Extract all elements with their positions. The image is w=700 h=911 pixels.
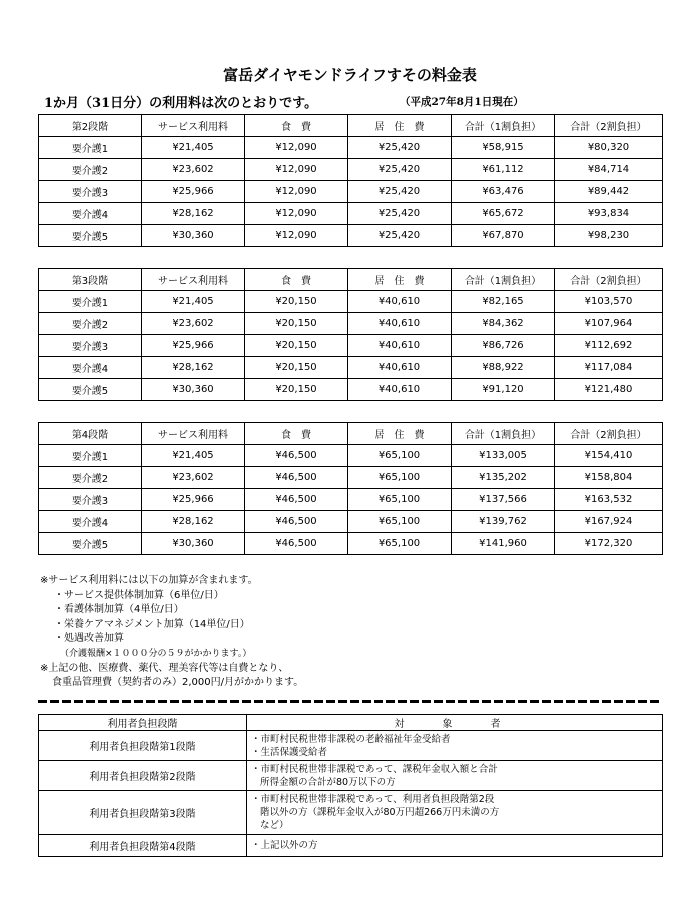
note-line: 食重品管理費（契約者のみ）2,000円/月がかかります。 <box>52 677 304 689</box>
note-item: ・処遇改善加算 <box>54 633 124 645</box>
burden-level: 利用者負担段階第1段階 <box>39 731 247 761</box>
fee-cell: ¥65,100 <box>348 511 452 533</box>
fee-cell: ¥20,150 <box>245 379 348 401</box>
fee-header-cell: サービス利用料 <box>142 423 245 445</box>
fee-cell: ¥12,090 <box>245 203 348 225</box>
burden-target <box>247 761 663 791</box>
target-line: 階以外の方（課税年金収入が80万円超266万円未満の方 <box>260 807 500 818</box>
fee-cell: ¥25,420 <box>348 203 452 225</box>
burden-level: 利用者負担段階第2段階 <box>39 761 247 791</box>
care-level-cell: 要介護2 <box>39 313 142 335</box>
fee-cell: ¥121,480 <box>555 379 663 401</box>
burden-target <box>247 731 663 761</box>
fee-cell: ¥23,602 <box>142 313 245 335</box>
fee-cell: ¥84,362 <box>452 313 555 335</box>
fee-cell: ¥25,420 <box>348 225 452 247</box>
page-title: 富岳ダイヤモンドライフすその料金表 <box>223 66 477 84</box>
fee-cell: ¥30,360 <box>142 379 245 401</box>
fee-row <box>39 467 663 489</box>
target-line: ・市町村民税世帯非課税であって、利用者負担段階第2段 <box>251 794 495 805</box>
fee-cell: ¥65,100 <box>348 489 452 511</box>
fee-cell: ¥135,202 <box>452 467 555 489</box>
fee-cell: ¥88,922 <box>452 357 555 379</box>
fee-header-row <box>39 423 663 445</box>
fee-row <box>39 137 663 159</box>
fee-table-stage-4 <box>38 422 663 555</box>
target-line: ・上記以外の方 <box>251 840 318 851</box>
care-level-cell: 要介護1 <box>39 291 142 313</box>
care-level-cell: 要介護4 <box>39 511 142 533</box>
fee-header-cell: 第2段階 <box>39 115 142 137</box>
fee-cell: ¥58,915 <box>452 137 555 159</box>
fee-cell: ¥65,672 <box>452 203 555 225</box>
fee-header-cell: 第4段階 <box>39 423 142 445</box>
burden-row <box>39 761 663 791</box>
fee-cell: ¥67,870 <box>452 225 555 247</box>
care-level-cell: 要介護3 <box>39 489 142 511</box>
fee-cell: ¥63,476 <box>452 181 555 203</box>
fee-cell: ¥25,966 <box>142 489 245 511</box>
fee-cell: ¥103,570 <box>555 291 663 313</box>
dashed-divider <box>38 700 662 703</box>
fee-cell: ¥46,500 <box>245 511 348 533</box>
fee-header-cell: 食 費 <box>245 115 348 137</box>
fee-cell: ¥65,100 <box>348 467 452 489</box>
burden-header-target: 対 象 者 <box>247 715 663 731</box>
fee-cell: ¥25,966 <box>142 181 245 203</box>
target-line: ・生活保護受給者 <box>251 746 328 758</box>
page-subtitle: 1か月（31日分）の利用料は次のとおりです。 <box>44 96 318 111</box>
fee-cell: ¥112,692 <box>555 335 663 357</box>
fee-cell: ¥25,420 <box>348 159 452 181</box>
fee-cell: ¥167,924 <box>555 511 663 533</box>
target-line: など） <box>260 820 289 831</box>
fee-row <box>39 511 663 533</box>
fee-cell: ¥40,610 <box>348 357 452 379</box>
burden-row <box>39 791 663 835</box>
fee-row <box>39 203 663 225</box>
notes-section <box>40 574 660 691</box>
fee-header-cell: 食 費 <box>245 269 348 291</box>
fee-header-cell: 食 費 <box>245 423 348 445</box>
fee-cell: ¥21,405 <box>142 137 245 159</box>
target-line: ・市町村民税世帯非課税の老齢福祉年金受給者 <box>251 733 451 745</box>
target-line: 所得金額の合計が80万以下の方 <box>260 776 396 788</box>
fee-row <box>39 159 663 181</box>
target-line: ・市町村民税世帯非課税であって、課税年金収入額と合計 <box>251 763 498 775</box>
fee-cell: ¥21,405 <box>142 291 245 313</box>
fee-cell: ¥46,500 <box>245 445 348 467</box>
burden-row <box>39 731 663 761</box>
fee-row <box>39 379 663 401</box>
note-item: ・看護体制加算（4単位/日） <box>54 604 184 616</box>
fee-cell: ¥40,610 <box>348 291 452 313</box>
fee-header-row <box>39 115 663 137</box>
burden-target <box>247 791 663 835</box>
fee-row <box>39 225 663 247</box>
fee-cell: ¥25,966 <box>142 335 245 357</box>
fee-cell: ¥84,714 <box>555 159 663 181</box>
fee-cell: ¥139,762 <box>452 511 555 533</box>
care-level-cell: 要介護4 <box>39 357 142 379</box>
fee-cell: ¥28,162 <box>142 203 245 225</box>
fee-cell: ¥12,090 <box>245 181 348 203</box>
fee-cell: ¥12,090 <box>245 159 348 181</box>
fee-table-stage-3 <box>38 268 663 401</box>
fee-cell: ¥12,090 <box>245 225 348 247</box>
care-level-cell: 要介護3 <box>39 181 142 203</box>
fee-cell: ¥117,084 <box>555 357 663 379</box>
fee-cell: ¥89,442 <box>555 181 663 203</box>
fee-header-cell: 第3段階 <box>39 269 142 291</box>
care-level-cell: 要介護4 <box>39 203 142 225</box>
note-line: ※上記の他、医療費、薬代、理美容代等は自費となり、 <box>40 662 289 674</box>
care-level-cell: 要介護1 <box>39 137 142 159</box>
care-level-cell: 要介護2 <box>39 467 142 489</box>
fee-header-cell: 合計（2割負担） <box>555 423 663 445</box>
fee-cell: ¥20,150 <box>245 357 348 379</box>
fee-cell: ¥40,610 <box>348 313 452 335</box>
fee-row <box>39 291 663 313</box>
fee-cell: ¥20,150 <box>245 335 348 357</box>
as-of-date: （平成27年8月1日現在） <box>400 96 524 108</box>
burden-level: 利用者負担段階第4段階 <box>39 835 247 857</box>
fee-cell: ¥25,420 <box>348 137 452 159</box>
fee-cell: ¥12,090 <box>245 137 348 159</box>
note-line: ※サービス利用料には以下の加算が含まれます。 <box>40 575 258 586</box>
fee-cell: ¥163,532 <box>555 489 663 511</box>
fee-cell: ¥20,150 <box>245 291 348 313</box>
fee-row <box>39 313 663 335</box>
fee-cell: ¥23,602 <box>142 159 245 181</box>
burden-target <box>247 835 663 857</box>
fee-header-cell: 居 住 費 <box>348 115 452 137</box>
fee-header-cell: 合計（1割負担） <box>452 115 555 137</box>
burden-level-table <box>38 714 663 857</box>
fee-cell: ¥40,610 <box>348 379 452 401</box>
fee-cell: ¥98,230 <box>555 225 663 247</box>
fee-header-cell: 合計（1割負担） <box>452 423 555 445</box>
fee-row <box>39 489 663 511</box>
fee-cell: ¥46,500 <box>245 489 348 511</box>
fee-cell: ¥28,162 <box>142 511 245 533</box>
fee-cell: ¥28,162 <box>142 357 245 379</box>
fee-cell: ¥30,360 <box>142 533 245 555</box>
fee-header-row <box>39 269 663 291</box>
care-level-cell: 要介護5 <box>39 379 142 401</box>
fee-row <box>39 445 663 467</box>
fee-row <box>39 335 663 357</box>
care-level-cell: 要介護5 <box>39 533 142 555</box>
fee-cell: ¥23,602 <box>142 467 245 489</box>
fee-cell: ¥82,165 <box>452 291 555 313</box>
fee-cell: ¥65,100 <box>348 445 452 467</box>
burden-header-row <box>39 715 663 731</box>
burden-row <box>39 835 663 857</box>
fee-header-cell: サービス利用料 <box>142 269 245 291</box>
fee-cell: ¥30,360 <box>142 225 245 247</box>
burden-header-level: 利用者負担段階 <box>39 715 247 731</box>
fee-cell: ¥40,610 <box>348 335 452 357</box>
fee-cell: ¥141,960 <box>452 533 555 555</box>
fee-cell: ¥25,420 <box>348 181 452 203</box>
fee-cell: ¥46,500 <box>245 467 348 489</box>
fee-header-cell: 合計（2割負担） <box>555 269 663 291</box>
care-level-cell: 要介護2 <box>39 159 142 181</box>
fee-cell: ¥20,150 <box>245 313 348 335</box>
fee-cell: ¥107,964 <box>555 313 663 335</box>
fee-table-stage-2 <box>38 114 663 247</box>
note-detail: （介護報酬×１０００分の５９がかかります。） <box>60 648 252 659</box>
fee-header-cell: 居 住 費 <box>348 269 452 291</box>
fee-cell: ¥93,834 <box>555 203 663 225</box>
fee-cell: ¥61,112 <box>452 159 555 181</box>
care-level-cell: 要介護5 <box>39 225 142 247</box>
fee-cell: ¥21,405 <box>142 445 245 467</box>
fee-cell: ¥172,320 <box>555 533 663 555</box>
fee-cell: ¥154,410 <box>555 445 663 467</box>
fee-cell: ¥158,804 <box>555 467 663 489</box>
fee-header-cell: 居 住 費 <box>348 423 452 445</box>
fee-cell: ¥91,120 <box>452 379 555 401</box>
fee-header-cell: サービス利用料 <box>142 115 245 137</box>
care-level-cell: 要介護3 <box>39 335 142 357</box>
note-item: ・サービス提供体制加算（6単位/日） <box>54 589 224 601</box>
burden-level: 利用者負担段階第3段階 <box>39 791 247 835</box>
fee-header-cell: 合計（2割負担） <box>555 115 663 137</box>
fee-header-cell: 合計（1割負担） <box>452 269 555 291</box>
fee-row <box>39 181 663 203</box>
fee-row <box>39 533 663 555</box>
fee-row <box>39 357 663 379</box>
fee-cell: ¥86,726 <box>452 335 555 357</box>
fee-cell: ¥133,005 <box>452 445 555 467</box>
fee-cell: ¥80,320 <box>555 137 663 159</box>
care-level-cell: 要介護1 <box>39 445 142 467</box>
note-item: ・栄養ケアマネジメント加算（14単位/日） <box>54 618 250 630</box>
fee-cell: ¥46,500 <box>245 533 348 555</box>
fee-cell: ¥137,566 <box>452 489 555 511</box>
fee-cell: ¥65,100 <box>348 533 452 555</box>
